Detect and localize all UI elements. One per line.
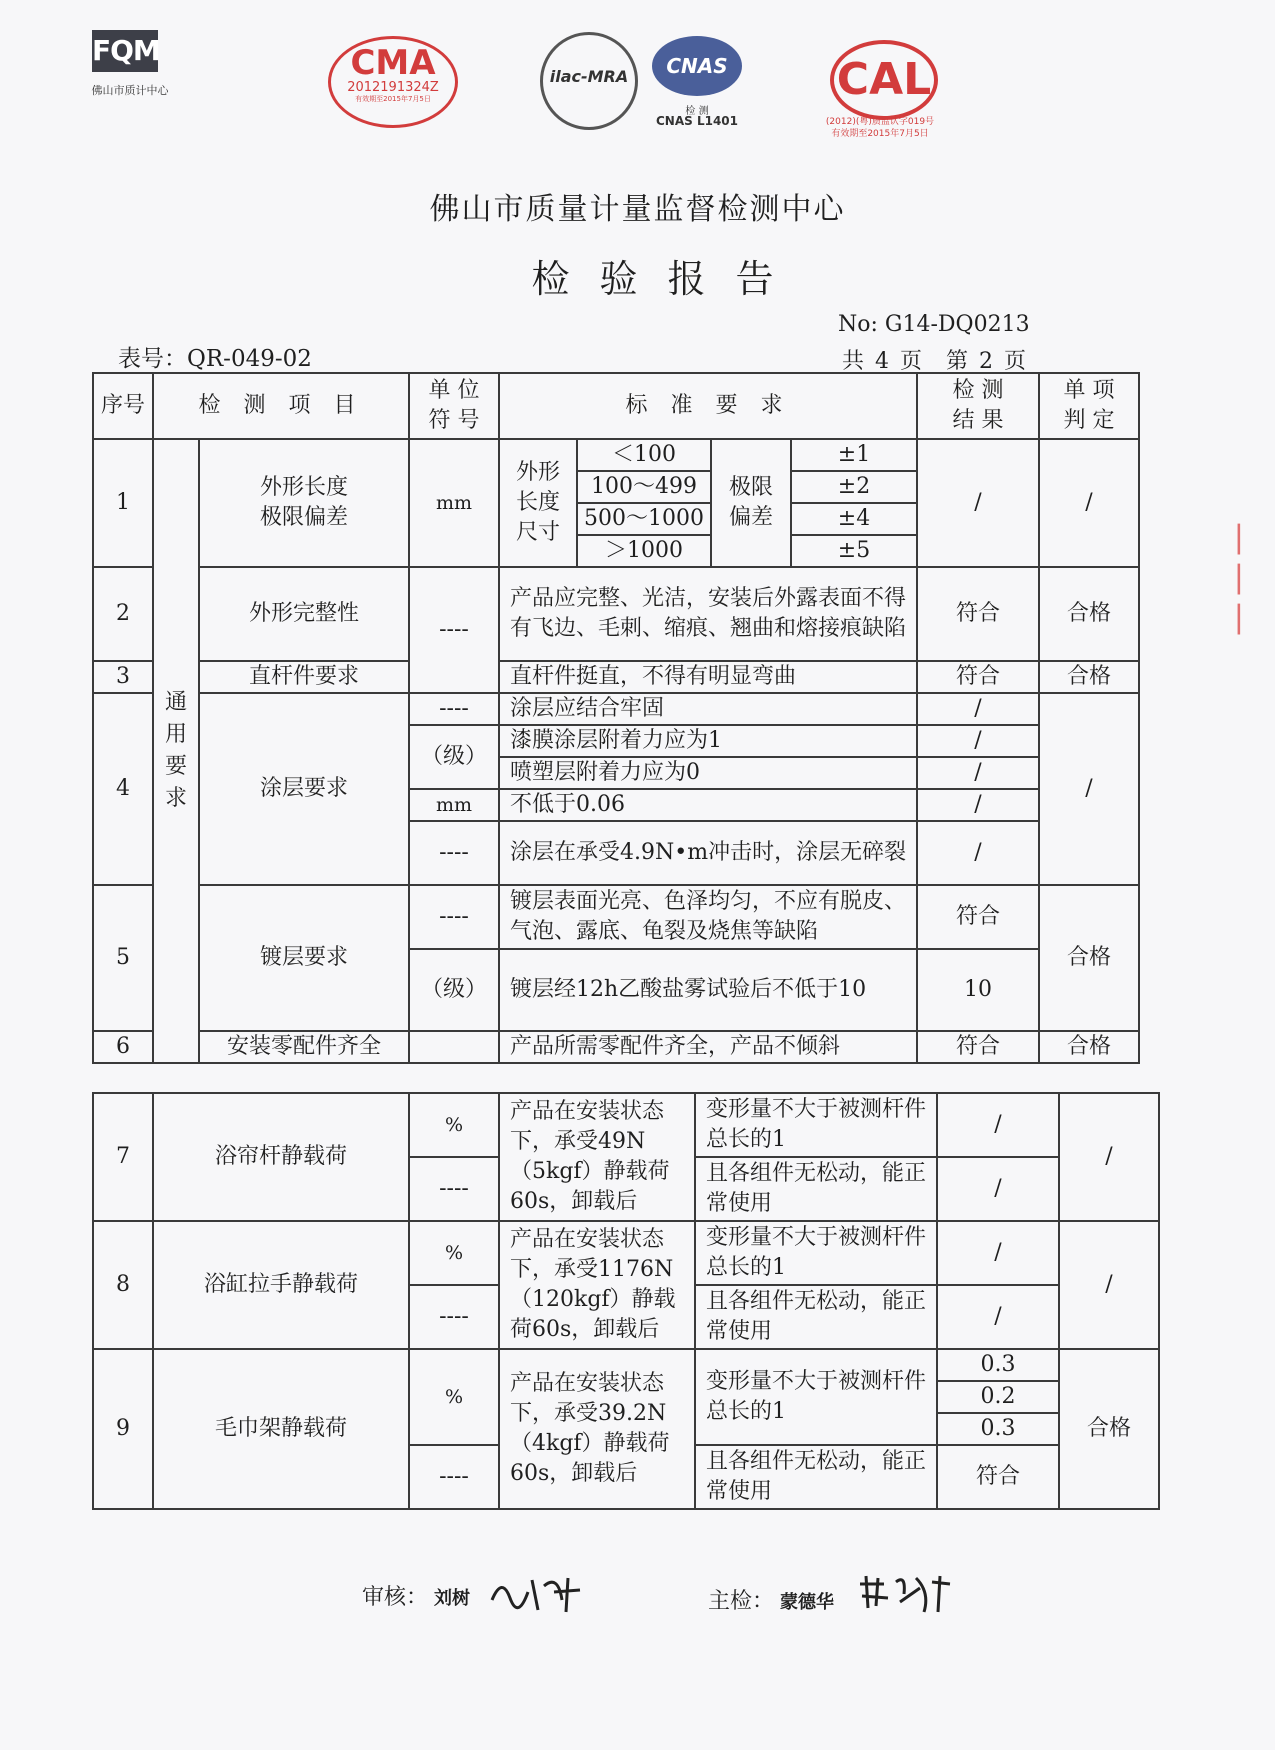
cal-line2: 有效期至2015年7月5日 [831,129,929,139]
row4-result-2: / [917,757,1039,789]
row2-unit: ---- [409,567,499,693]
row9-item: 毛巾架静载荷 [153,1349,409,1509]
row8-seq: 8 [93,1221,153,1349]
load-test-table [92,1092,1160,1510]
row5-unit-1: （级） [409,949,499,1031]
cma-seal [328,36,458,128]
row8-result-0: / [937,1221,1059,1285]
row7-judgment: / [1059,1093,1159,1221]
reviewer-handwritten-signature [488,1570,588,1614]
row1-size-3: ＞1000 [577,535,711,567]
header-item: 检 测 项 目 [153,373,409,439]
row4-standard-0: 涂层应结合牢固 [499,693,917,725]
header-judgment: 单 项 判 定 [1039,373,1139,439]
header-standard: 标 准 要 求 [499,373,917,439]
row8-condition: 产品在安装状态下，承受1176N（120kgf）静载荷60s，卸载后 [499,1221,695,1349]
row3-judgment: 合格 [1039,661,1139,693]
row9-standard-1: 且各组件无松动，能正常使用 [695,1445,937,1509]
row4-unit-4: ---- [409,821,499,885]
row1-size-label: 外形 长度 尺寸 [499,439,577,567]
row1-dev-2: ±4 [791,503,917,535]
fqm-caption: 佛山市质计中心 [91,84,169,97]
row1-result: / [917,439,1039,567]
cma-mark: CMA [350,43,436,83]
row6-item: 安装零配件齐全 [199,1031,409,1063]
table-row [93,693,1139,725]
page-indicator [842,344,1050,375]
organization-name: 佛山市质量计量监督检测中心 [429,192,846,227]
row4-result-1: / [917,725,1039,757]
row4-result-4: / [917,821,1039,885]
row4-standard-2: 喷塑层附着力应为0 [499,757,917,789]
row5-standard-1: 镀层经12h乙酸盐雾试验后不低于10 [499,949,917,1031]
header-result: 检 测 结 果 [917,373,1039,439]
row1-dev-label: 极限 偏差 [711,439,791,567]
cma-number: 2012191324Z [347,80,439,95]
row1-size-1: 100～499 [577,471,711,503]
row1-size-2: 500～1000 [577,503,711,535]
row7-standard-1: 且各组件无松动，能正常使用 [695,1157,937,1221]
row1-dev-0: ±1 [791,439,917,471]
row7-condition: 产品在安装状态下，承受49N（5kgf）静载荷60s，卸载后 [499,1093,695,1221]
table-row [93,885,1139,949]
row9-standard-0: 变形量不大于被测杆件总长的1 [695,1349,937,1445]
row1-seq: 1 [93,439,153,567]
row1-dev-3: ±5 [791,535,917,567]
cal-seal: CAL [830,40,938,120]
row4-result-0: / [917,693,1039,725]
row9-result-2: 0.3 [937,1413,1059,1445]
reviewer-name: 刘树 [434,1588,471,1609]
row1-unit: mm [409,439,499,567]
row2-seq: 2 [93,567,153,661]
row4-item: 涂层要求 [199,693,409,885]
cnas-caption: 检 测 [685,106,709,117]
header-seq: 序号 [93,373,153,439]
fqm-logo: FQM [92,30,158,72]
row1-dev-1: ±2 [791,471,917,503]
row9-judgment: 合格 [1059,1349,1159,1509]
table-row [93,1093,1159,1157]
row5-item: 镀层要求 [199,885,409,1031]
row4-unit-3: mm [409,789,499,821]
row1-item: 外形长度 极限偏差 [199,439,409,567]
row2-judgment: 合格 [1039,567,1139,661]
row8-unit-0: % [409,1221,499,1285]
edge-stamp-fragment: ▕ ▕ ▕ [1220,525,1240,635]
form-number: 表号：QR-049-02 [118,346,312,372]
row8-standard-1: 且各组件无松动，能正常使用 [695,1285,937,1349]
row5-unit-0: ---- [409,885,499,949]
row9-result-3: 符合 [937,1445,1059,1509]
row3-seq: 3 [93,661,153,693]
row7-seq: 7 [93,1093,153,1221]
reviewer-signature-block [362,1580,470,1611]
report-title: 检验报告 [531,257,804,301]
table-row [93,567,1139,661]
reviewer-label: 审核： [362,1585,429,1610]
row9-result-1: 0.2 [937,1381,1059,1413]
row4-standard-3: 不低于0.06 [499,789,917,821]
row5-seq: 5 [93,885,153,1031]
header-row [93,373,1139,439]
table-row [93,1349,1159,1381]
page-current: 第 2 页 [945,349,1028,374]
row3-standard: 直杆件挺直，不得有明显弯曲 [499,661,917,693]
page-total: 共 4 页 [842,349,924,374]
row1-judgment: / [1039,439,1139,567]
table-row [93,1221,1159,1285]
row3-result: 符合 [917,661,1039,693]
row7-unit-1: ---- [409,1157,499,1221]
row7-item: 浴帘杆静载荷 [153,1093,409,1221]
row4-unit-1: （级） [409,725,499,789]
row2-standard: 产品应完整、光洁，安装后外露表面不得有飞边、毛刺、缩痕、翘曲和熔接痕缺陷 [499,567,917,661]
inspector-signature-block [708,1584,834,1615]
row9-result-0: 0.3 [937,1349,1059,1381]
row5-judgment: 合格 [1039,885,1139,1031]
row3-item: 直杆件要求 [199,661,409,693]
row5-result-0: 符合 [917,885,1039,949]
group-general-label: 通用要求 [153,439,199,1063]
row8-judgment: / [1059,1221,1159,1349]
inspector-label: 主检： [708,1589,775,1614]
row8-item: 浴缸拉手静载荷 [153,1221,409,1349]
row4-standard-4: 涂层在承受4.9N•m冲击时，涂层无碎裂 [499,821,917,885]
row7-standard-0: 变形量不大于被测杆件总长的1 [695,1093,937,1157]
header-unit: 单 位 符 号 [409,373,499,439]
cnas-logo: CNAS [652,36,742,96]
row5-standard-0: 镀层表面光亮、色泽均匀，不应有脱皮、气泡、露底、龟裂及烧焦等缺陷 [499,885,917,949]
row8-standard-0: 变形量不大于被测杆件总长的1 [695,1221,937,1285]
inspector-name: 蒙德华 [780,1592,835,1613]
row1-size-0: ＜100 [577,439,711,471]
row9-condition: 产品在安装状态下，承受39.2N（4kgf）静载荷60s，卸载后 [499,1349,695,1509]
ilac-mark: ilac-MRA [549,67,629,86]
row9-seq: 9 [93,1349,153,1509]
row9-unit-0: % [409,1349,499,1445]
row6-judgment: 合格 [1039,1031,1139,1063]
row4-standard-1: 漆膜涂层附着力应为1 [499,725,917,757]
row4-seq: 4 [93,693,153,885]
table-row [93,439,1139,471]
row6-result: 符合 [917,1031,1039,1063]
row8-unit-1: ---- [409,1285,499,1349]
row4-judgment: / [1039,693,1139,885]
inspector-handwritten-signature [854,1572,954,1616]
row4-unit-0: ---- [409,693,499,725]
row9-unit-1: ---- [409,1445,499,1509]
cal-line1: (2012)(粤)质监认字019号 [825,117,935,127]
row4-result-3: / [917,789,1039,821]
table-row [93,1031,1139,1063]
inspection-table [92,372,1140,1064]
row2-item: 外形完整性 [199,567,409,661]
row6-unit [409,1031,499,1063]
row5-result-1: 10 [917,949,1039,1031]
row6-standard: 产品所需零配件齐全，产品不倾斜 [499,1031,917,1063]
row7-unit-0: % [409,1093,499,1157]
row7-result-0: / [937,1093,1059,1157]
table-row [93,661,1139,693]
cnas-number: CNAS L1401 [655,114,738,128]
row2-result: 符合 [917,567,1039,661]
cma-validity: 有效期至2015年7月5日 [355,95,431,103]
report-number: No: G14-DQ0213 [838,312,1030,337]
row6-seq: 6 [93,1031,153,1063]
row8-result-1: / [937,1285,1059,1349]
ilac-mra-seal [540,32,638,130]
row7-result-1: / [937,1157,1059,1221]
